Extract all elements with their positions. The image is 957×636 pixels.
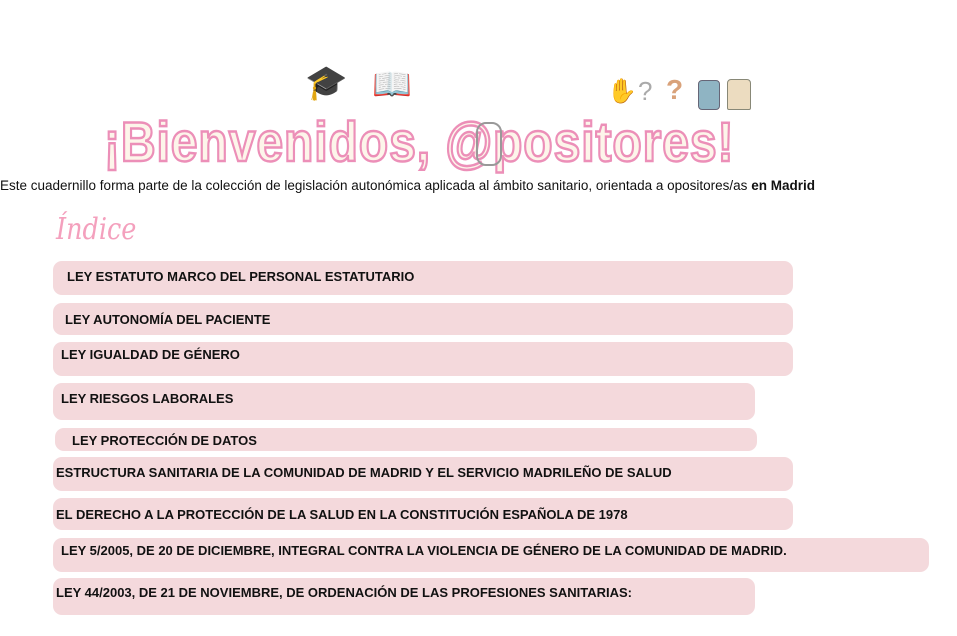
- lab-coat-icon: [727, 79, 751, 110]
- index-item-estatuto-marco[interactable]: [53, 261, 793, 295]
- glove-icon: ✋: [607, 78, 637, 105]
- page-title: ¡Bienvenidos, @positores!: [104, 110, 735, 173]
- index-item-label: EL DERECHO A LA PROTECCIÓN DE LA SALUD EN LA CONSTITUCIÓN ESPAÑOLA DE 1978: [56, 507, 628, 522]
- index-item-autonomia-paciente[interactable]: [53, 303, 793, 335]
- medicine-bottle-icon: [698, 80, 720, 110]
- index-item-label: LEY IGUALDAD DE GÉNERO: [61, 347, 240, 362]
- index-item-label: LEY 5/2005, DE 20 DE DICIEMBRE, INTEGRAL CONTRA LA VIOLENCIA DE GÉNERO DE LA COMUNIDAD DE MADRID.: [61, 543, 787, 558]
- stethoscope-icon: [476, 122, 502, 166]
- index-item-label: LEY RIESGOS LABORALES: [61, 391, 234, 406]
- index-item-label: LEY AUTONOMÍA DEL PACIENTE: [65, 312, 271, 327]
- question-mark-tan-icon: ?: [666, 74, 684, 105]
- question-mark-gray-icon: ?: [638, 76, 653, 106]
- index-item-label: LEY ESTATUTO MARCO DEL PERSONAL ESTATUTARIO: [67, 269, 415, 284]
- index-item-label: ESTRUCTURA SANITARIA DE LA COMUNIDAD DE MADRID Y EL SERVICIO MADRILEÑO DE SALUD: [56, 465, 672, 480]
- index-item-ley-44-2003[interactable]: [53, 578, 755, 615]
- graduation-cap-icon: 🎓: [305, 64, 348, 102]
- open-book-icon: 📖: [372, 66, 412, 102]
- index-item-estructura-sanitaria[interactable]: [53, 457, 793, 491]
- index-item-proteccion-datos[interactable]: [55, 428, 757, 451]
- index-item-label: LEY 44/2003, DE 21 DE NOVIEMBRE, DE ORDENACIÓN DE LAS PROFESIONES SANITARIAS:: [56, 585, 632, 600]
- index-item-ley-5-2005[interactable]: [53, 538, 929, 572]
- index-item-label: LEY PROTECCIÓN DE DATOS: [72, 433, 257, 448]
- index-heading: Índice: [56, 212, 137, 247]
- subtitle-location: en Madrid: [751, 178, 815, 193]
- index-item-igualdad-genero[interactable]: [53, 342, 793, 376]
- subtitle-text: Este cuadernillo forma parte de la colección de legislación autonómica aplicada al ámbito sanitario, orientada a opositores/as: [0, 178, 752, 193]
- index-item-derecho-salud[interactable]: [53, 498, 793, 530]
- subtitle: [0, 177, 957, 195]
- index-item-riesgos-laborales[interactable]: [53, 383, 755, 420]
